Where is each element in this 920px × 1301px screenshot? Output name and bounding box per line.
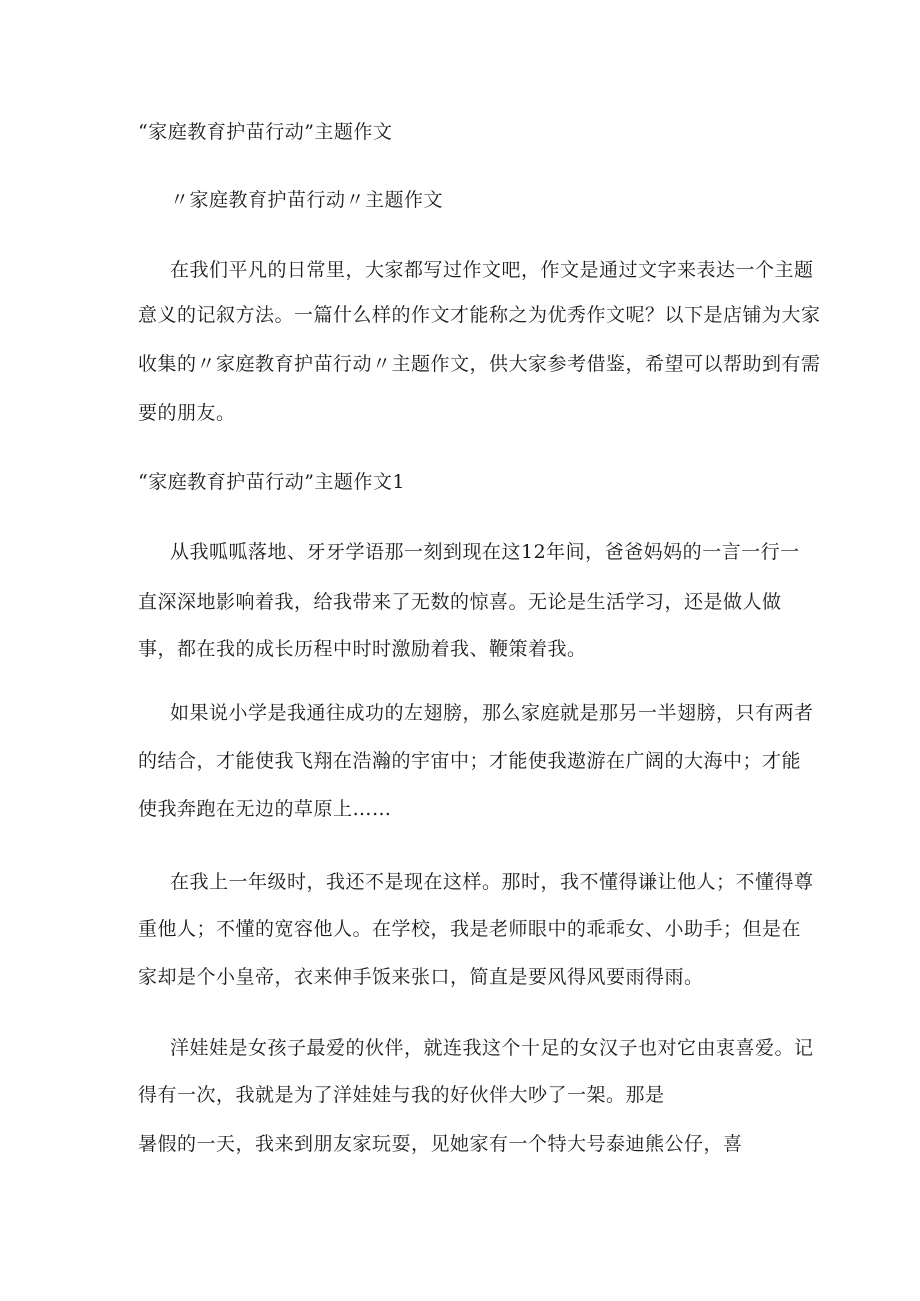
document-title: “家庭教育护苗行动”主题作文 — [138, 121, 393, 143]
paragraph-line: 暑假的一天，我来到朋友家玩耍，见她家有一个特大号泰迪熊公仔，喜 — [138, 1133, 743, 1155]
intro-line: 要的朋友。 — [138, 402, 236, 424]
intro-line: 意义的记叙方法。一篇什么样的作文才能称之为优秀作文呢？以下是店铺为大家 — [138, 304, 821, 326]
section-heading: “家庭教育护苗行动”主题作文1 — [138, 471, 406, 493]
document-subtitle: 〃家庭教育护苗行动〃主题作文 — [170, 189, 444, 211]
paragraph-line: 事，都在我的成长历程中时时激励着我、鞭策着我。 — [138, 638, 587, 660]
paragraph-line: 如果说小学是我通往成功的左翅膀，那么家庭就是那另一半翅膀，只有两者 — [170, 702, 814, 724]
paragraph-line: 洋娃娃是女孩子最爱的伙伴，就连我这个十足的女汉子也对它由衷喜爱。记 — [170, 1037, 814, 1059]
paragraph-line: 的结合，才能使我飞翔在浩瀚的宇宙中；才能使我遨游在广阔的大海中；才能 — [138, 750, 802, 772]
paragraph-line: 使我奔跑在无边的草原上…… — [138, 798, 392, 820]
intro-line: 在我们平凡的日常里，大家都写过作文吧，作文是通过文字来表达一个主题 — [170, 259, 814, 281]
paragraph-line: 从我呱呱落地、牙牙学语那一刻到现在这12年间，爸爸妈妈的一言一行一 — [170, 541, 800, 563]
paragraph-line: 重他人；不懂的宽容他人。在学校，我是老师眼中的乖乖女、小助手；但是在 — [138, 918, 802, 940]
paragraph-line: 家却是个小皇帝，衣来伸手饭来张口，简直是要风得风要雨得雨。 — [138, 966, 704, 988]
paragraph-line: 直深深地影响着我，给我带来了无数的惊喜。无论是生活学习，还是做人做 — [138, 591, 782, 613]
paragraph-line: 在我上一年级时，我还不是现在这样。那时，我不懂得谦让他人；不懂得尊 — [170, 871, 814, 893]
intro-line: 收集的〃家庭教育护苗行动〃主题作文，供大家参考借鉴，希望可以帮助到有需 — [138, 353, 821, 375]
paragraph-line: 得有一次，我就是为了洋娃娃与我的好伙伴大吵了一架。那是 — [138, 1084, 665, 1106]
